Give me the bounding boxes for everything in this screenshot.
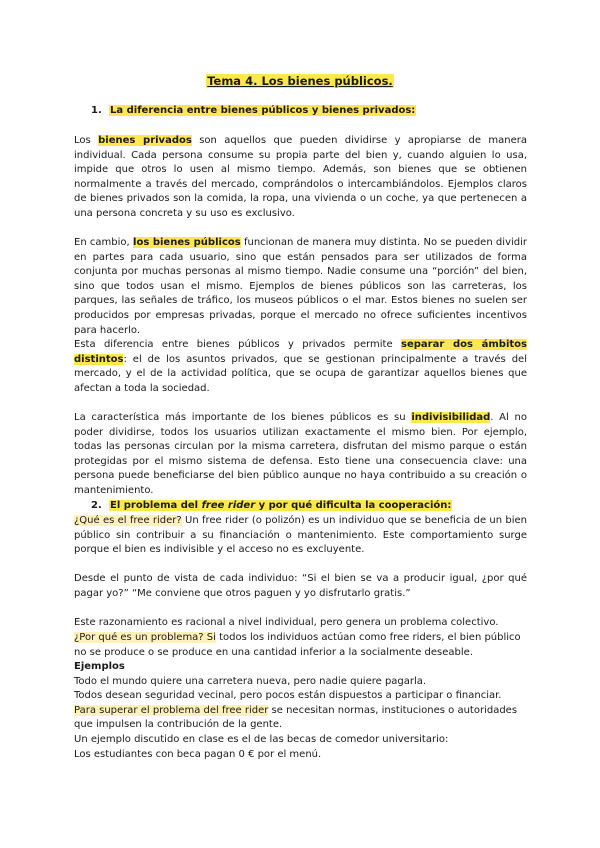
example-item: Todo el mundo quiere una carretera nueva, pero nadie quiere pagarla. xyxy=(74,675,427,687)
examples-heading: Ejemplos xyxy=(74,661,125,672)
section-number: 1. xyxy=(91,105,102,116)
paragraph-indivisibility: La característica más importante de los bienes públicos es su indivisibilidad. Al no poder dividirse, todos los usuarios utilizan exactamente el mismo bien. Por ejemplo, todas las personas circulan por la misma carretera, disfrutan del mismo parque o están protegidas por el mismo sistema de defensa. Esto tiene una consecuencia clave: una persona puede beneficiarse del bien público aunque no haya contribuido a su creación o mantenimiento. xyxy=(74,412,527,496)
paragraph-individual-view: Desde el punto de vista de cada individuo: “Si el bien se va a producir igual, ¿por qué pagar yo?” “Me conviene que otros paguen y yo disfrutarlo gratis.” xyxy=(74,573,527,599)
example-item: Los estudiantes con beca pagan 0 € por el menú. xyxy=(74,748,322,760)
highlighted-term: indivisibilidad xyxy=(411,412,491,423)
paragraph-private-goods: Los bienes privados son aquellos que pueden dividirse y apropiarse de manera individual. Cada persona consume su propia parte del bien y, cuando alguien lo usa, impide que otros lo usen al mismo tiempo. Además, son bienes que se obtienen normalmente a través del mercado, comprándolos o intercambiándolos. Ejemplos claros de bienes privados son la comida, la ropa, una vivienda o un coche, ya que pertenecen a una persona concreta y su uso es exclusivo. xyxy=(74,135,528,219)
section-title: La diferencia entre bienes públicos y bienes privados: xyxy=(110,105,416,116)
examples-block: Ejemplos Todo el mundo quiere una carretera nueva, pero nadie quiere pagarla. Todos desean seguridad vecinal, pero pocos están dispuestos a participar o financiar. Para superar el problema del free rider se necesitan normas, instituciones o autoridades que impulsen la contribución de la gente. Un ejemplo discutido en clase es el de las becas de comedor universitario: Los estudiantes con beca pagan 0 € por el menú. xyxy=(74,660,527,762)
paragraph-two-spheres: Esta diferencia entre bienes públicos y privados permite separar dos ámbitos distintos: el de los asuntos privados, que se gestionan principalmente a través del mercado, y el de la actividad política, que se ocupa de garantizar aquellos bienes que afectan a toda la sociedad. xyxy=(74,339,527,394)
example-item: Todos desean seguridad vecinal, pero pocos están dispuestos a participar o financiar. xyxy=(74,690,502,702)
page-title xyxy=(0,74,600,89)
highlighted-term: bienes privados xyxy=(98,135,192,146)
section-heading-2: 2. El problema del free rider y por qué dificulta la cooperación: xyxy=(91,499,452,514)
paragraph-collective-problem: Este razonamiento es racional a nivel individual, pero genera un problema colectivo. xyxy=(74,617,499,628)
paragraph-why-problem: ¿Por qué es un problema? Si todos los individuos actúan como free riders, el bien público no se produce o se produce en una cantidad inferior a la socialmente deseable. xyxy=(74,632,521,658)
highlighted-question: ¿Por qué es un problema? Si xyxy=(74,632,216,643)
paragraph-free-rider-definition: ¿Qué es el free rider? Un free rider (o polizón) es un individuo que se beneficia de un bien público sin contribuir a su financiación o mantenimiento. Este comportamiento surge porque el bien es indivisible y el acceso no es excluyente. xyxy=(74,515,527,556)
highlighted-question: ¿Qué es el free rider? xyxy=(74,515,182,526)
highlighted-term: los bienes públicos xyxy=(133,237,241,248)
example-item: Un ejemplo discutido en clase es el de las becas de comedor universitario: xyxy=(74,733,449,745)
section-heading-1 xyxy=(91,104,416,119)
section-number: 2. xyxy=(91,500,102,511)
highlighted-phrase: Para superar el problema del free rider xyxy=(74,704,269,716)
paragraph-public-goods: En cambio, los bienes públicos funcionan de manera muy distinta. No se pueden dividir en partes para cada usuario, sino que están pensados para ser utilizados de forma conjunta por muchas personas al mismo tiempo. Nadie consume una “porción” del bien, sino que todos usan el mismo. Ejemplos de bienes públicos son las carreteras, los parques, las señales de tráfico, los museos públicos o el mar. Estos bienes no suelen ser producidos por empresas privadas, porque el mercado no ofrece suficientes incentivos para hacerlo. xyxy=(74,237,527,336)
highlighted-term: separar dos ámbitos distintos xyxy=(74,339,527,365)
page-title-text: Tema 4. Los bienes públicos. xyxy=(207,74,393,88)
